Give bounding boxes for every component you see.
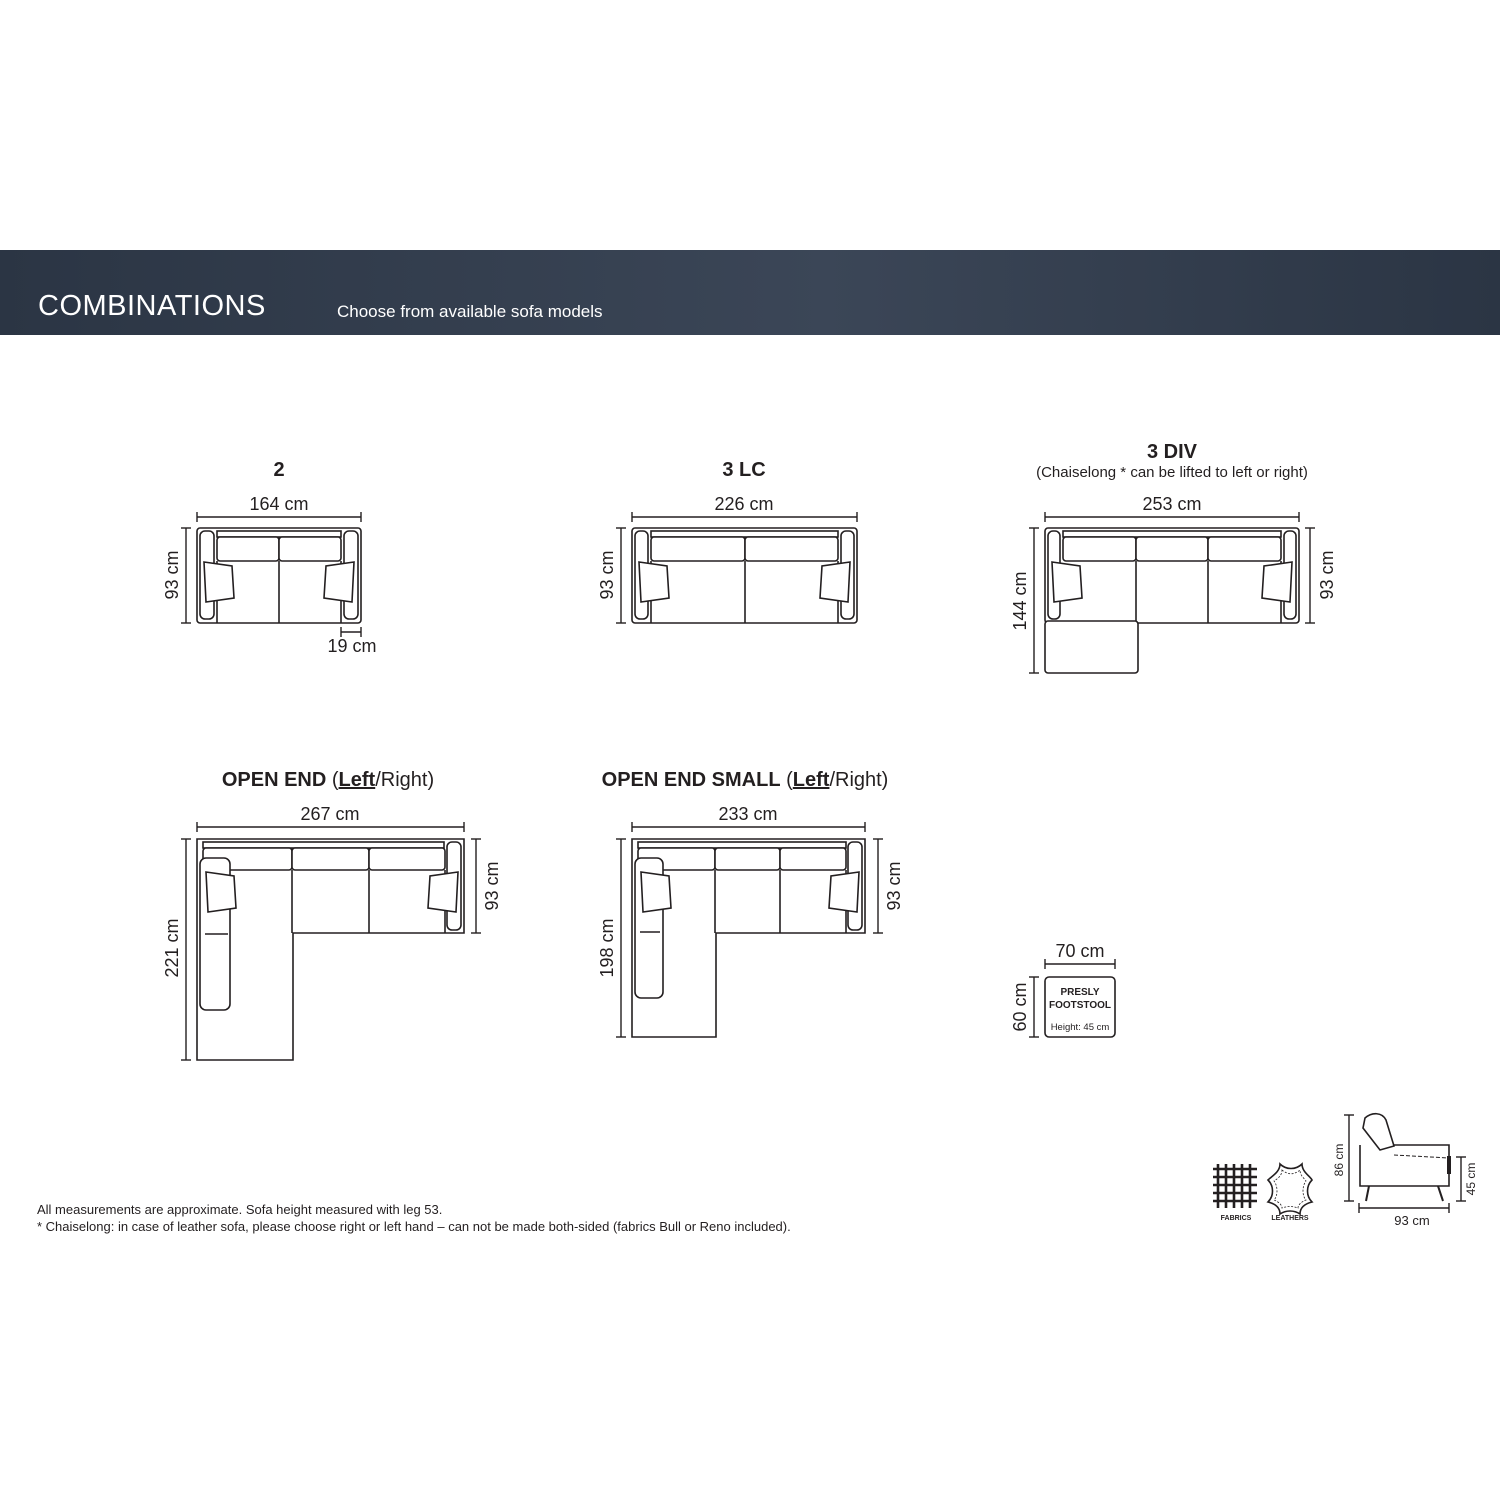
- model-open-end-small-chaise-depth: 198 cm: [597, 918, 617, 978]
- footstool-width: 70 cm: [1055, 941, 1105, 961]
- footnote-chaiselong: * Chaiselong: in case of leather sofa, please choose right or left hand – can not be made both-sided (fabrics Bull or Reno included).: [37, 1219, 791, 1234]
- model-open-end-small: [597, 769, 904, 1037]
- side-view-height: 86 cm: [1332, 1143, 1346, 1177]
- page-title: COMBINATIONS: [38, 290, 266, 322]
- model-open-end-depth: 93 cm: [482, 861, 502, 911]
- model-3lc-title: 3 LC: [722, 459, 766, 481]
- side-view-seat-height: 45 cm: [1464, 1162, 1478, 1196]
- leathers-label: LEATHERS: [1271, 1215, 1309, 1222]
- model-2-title: 2: [273, 459, 285, 481]
- leather-hide-icon: [1268, 1164, 1312, 1214]
- page-subtitle: Choose from available sofa models: [337, 302, 603, 321]
- model-3lc: [597, 459, 857, 623]
- model-3div-width: 253 cm: [1142, 494, 1202, 514]
- footstool: [1010, 941, 1115, 1037]
- footstool-depth: 60 cm: [1010, 982, 1030, 1032]
- model-3div-chaise-depth: 144 cm: [1010, 571, 1030, 631]
- model-2-depth: 93 cm: [162, 550, 182, 600]
- model-2: [162, 459, 377, 656]
- model-3div-title: 3 DIV: [1146, 441, 1198, 463]
- model-open-end-width: 267 cm: [300, 804, 360, 824]
- footnotes: [37, 1201, 791, 1235]
- footstool-label-2: FOOTSTOOL: [1048, 1000, 1112, 1011]
- model-3div-note: (Chaiselong * can be lifted to left or right): [1036, 464, 1308, 481]
- sofa-side-view: [1332, 1114, 1478, 1228]
- model-open-end-small-width: 233 cm: [718, 804, 778, 824]
- side-view-depth: 93 cm: [1394, 1213, 1430, 1228]
- model-2-width: 164 cm: [249, 494, 309, 514]
- model-3div-depth: 93 cm: [1317, 550, 1337, 600]
- model-open-end-small-title: OPEN END SMALL (Left/Right): [601, 769, 889, 791]
- fabrics-label: FABRICS: [1220, 1215, 1252, 1222]
- footstool-label-1: PRESLY: [1060, 987, 1100, 998]
- model-2-arm-width: 19 cm: [327, 636, 377, 656]
- footnote-measurements: All measurements are approximate. Sofa height measured with leg 53.: [37, 1202, 443, 1217]
- model-open-end-small-depth: 93 cm: [884, 861, 904, 911]
- footstool-height: Height: 45 cm: [1050, 1022, 1110, 1033]
- model-open-end-title: OPEN END (Left/Right): [221, 769, 435, 791]
- model-3lc-depth: 93 cm: [597, 550, 617, 600]
- model-open-end: [162, 769, 502, 1060]
- model-open-end-chaise-depth: 221 cm: [162, 918, 182, 978]
- model-3div: [1010, 441, 1337, 673]
- model-3lc-width: 226 cm: [714, 494, 774, 514]
- fabric-weave-icon: [1213, 1164, 1257, 1208]
